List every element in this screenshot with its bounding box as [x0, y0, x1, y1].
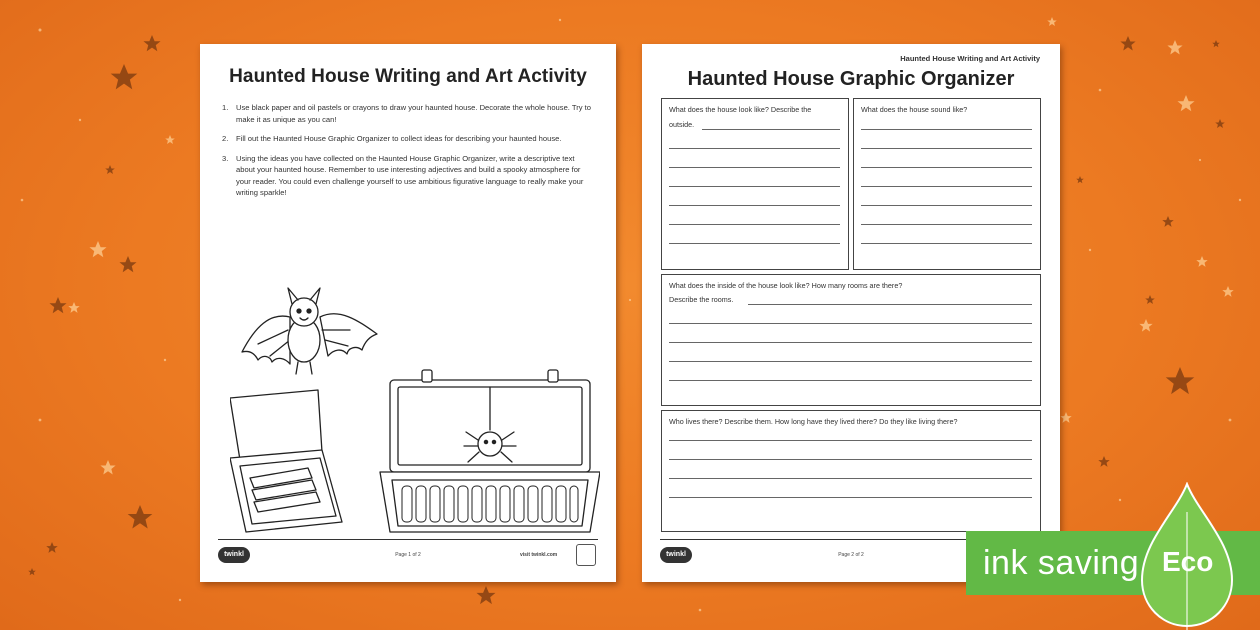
writing-line	[861, 243, 1032, 244]
writing-line	[669, 380, 1032, 381]
instructions-list	[222, 102, 592, 207]
twinkl-logo: twinkl	[218, 547, 250, 563]
writing-line	[669, 323, 1032, 324]
writing-line	[669, 148, 840, 149]
eco-label: Eco	[1162, 546, 1214, 577]
writing-line	[669, 459, 1032, 460]
writing-line	[861, 205, 1032, 206]
writing-line	[669, 243, 840, 244]
worksheet-page-2	[642, 44, 1060, 582]
writing-line	[669, 478, 1032, 479]
writing-line	[861, 186, 1032, 187]
writing-line	[669, 361, 1032, 362]
ink-saving-label: ink saving	[983, 543, 1140, 582]
page-header: Haunted House Writing and Art Activity	[900, 54, 1040, 63]
instruction-item: 2. Fill out the Haunted House Graphic Organizer to collect ideas for describing your haunted house.	[222, 134, 562, 143]
writing-line	[669, 497, 1032, 498]
writing-line	[861, 224, 1032, 225]
bat-icon	[242, 288, 377, 374]
writing-line	[669, 224, 840, 225]
writing-line	[669, 440, 1032, 441]
footer-url: visit twinkl.com	[520, 552, 558, 558]
writing-line	[748, 304, 1032, 305]
organizer-box-sound: What does the house sound like?	[853, 98, 1041, 270]
organizer-box-residents: Who lives there? Describe them. How long have they lived there? Do they like living there?	[661, 410, 1041, 532]
writing-line	[669, 186, 840, 187]
illustration	[230, 282, 600, 542]
instruction-item: 1. Use black paper and oil pastels or crayons to draw your haunted house. Decorate the whole house. Try to make it as unique as you can!	[222, 103, 592, 124]
page-number: Page 1 of 2	[395, 552, 421, 558]
footer-divider	[218, 539, 598, 540]
page-title: Haunted House Writing and Art Activity	[229, 66, 587, 87]
crayon-box-icon	[230, 390, 342, 532]
writing-line	[669, 342, 1032, 343]
instruction-item: 3. Using the ideas you have collected on the Haunted House Graphic Organizer, write a descriptive text about your haunted house. Remember to use interesting adjectives and build a spooky atmosphere for your reader. You could even challenge yourself to use ambitious figurative language to really make your writing sparkle!	[222, 153, 584, 197]
page-number: Page 2 of 2	[838, 552, 864, 558]
checked-stamp-icon	[576, 544, 596, 566]
writing-line	[669, 205, 840, 206]
worksheet-page-1	[200, 44, 616, 582]
writing-line	[861, 129, 1032, 130]
organizer-box-outside: What does the house look like? Describe the outside.	[661, 98, 849, 270]
writing-line	[861, 148, 1032, 149]
organizer-box-inside: What does the inside of the house look like? How many rooms are there? Describe the rooms.	[661, 274, 1041, 406]
page-title: Haunted House Graphic Organizer	[687, 68, 1015, 90]
writing-line	[669, 167, 840, 168]
writing-line	[861, 167, 1032, 168]
twinkl-logo: twinkl	[660, 547, 692, 563]
writing-line	[702, 129, 840, 130]
